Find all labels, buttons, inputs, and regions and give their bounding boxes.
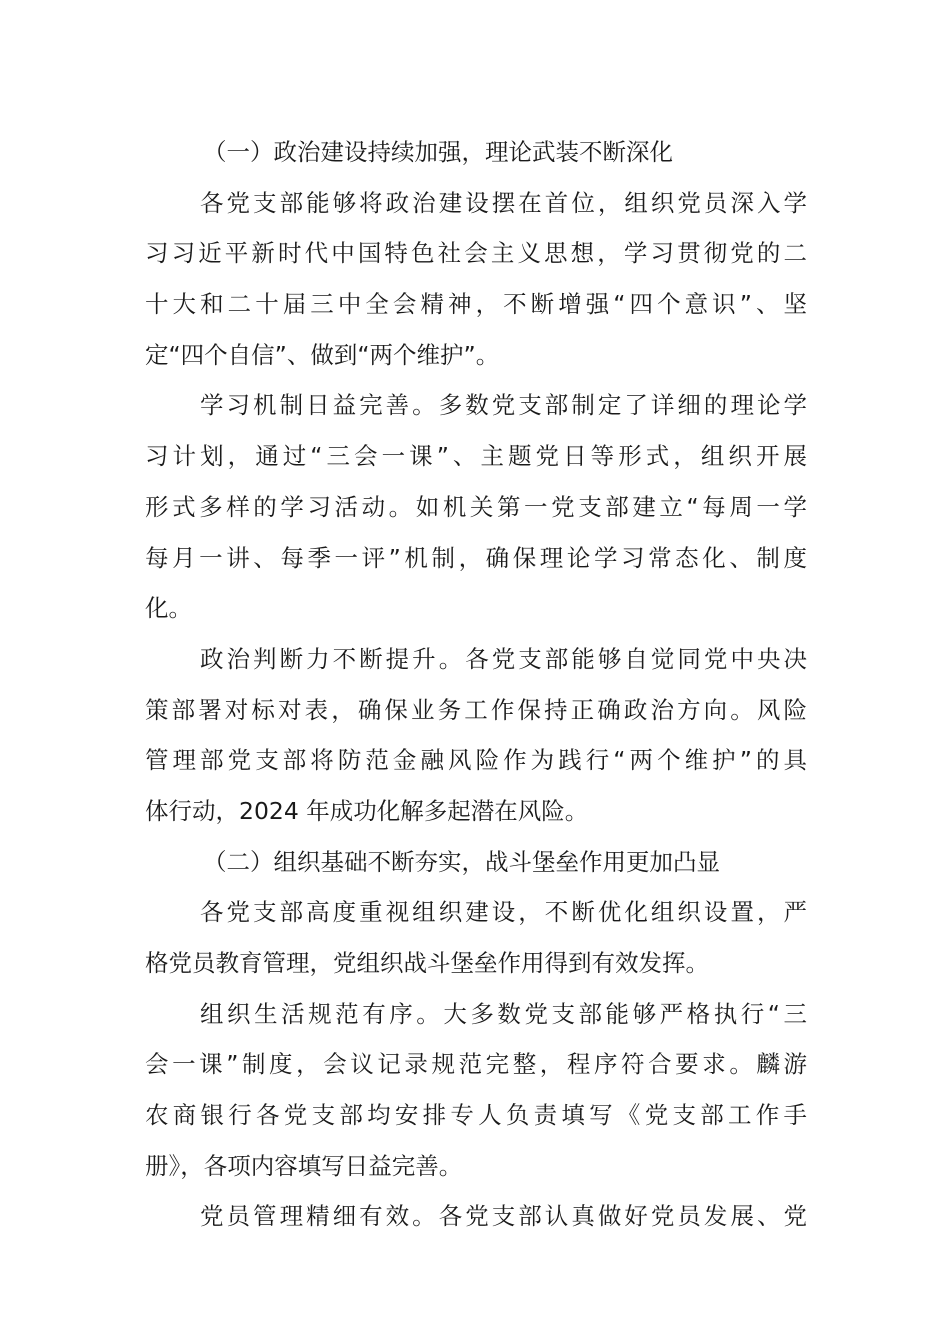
paragraph-5-line-3: 农商银行各党支部均安排专人负责填写《党支部工作手 — [145, 1101, 807, 1130]
paragraph-5-line-4: 册》，各项内容填写日益完善。 — [145, 1151, 463, 1180]
paragraph-3-line-4: 体行动，2024 年成功化解多起潜在风险。 — [145, 796, 589, 825]
paragraph-5-line-1: 组织生活规范有序。大多数党支部能够严格执行“三 — [200, 999, 807, 1028]
paragraph-4-line-2: 格党员教育管理，党组织战斗堡垒作用得到有效发挥。 — [145, 949, 709, 977]
paragraph-3-line-3: 管理部党支部将防范金融风险作为践行“两个维护”的具 — [145, 746, 807, 775]
paragraph-1-line-1: 各党支部能够将政治建设摆在首位，组织党员深入学 — [200, 188, 807, 217]
paragraph-2-line-4: 每月一讲、每季一评”机制，确保理论学习常态化、制度 — [145, 543, 807, 572]
document-body — [145, 127, 807, 1242]
paragraph-2-line-2: 习计划，通过“三会一课”、主题党日等形式，组织开展 — [145, 442, 807, 471]
paragraph-4-line-1: 各党支部高度重视组织建设，不断优化组织设置，严 — [200, 898, 807, 927]
section-heading-1: （一）政治建设持续加强，理论武装不断深化 — [203, 138, 673, 166]
paragraph-1-line-2: 习习近平新时代中国特色社会主义思想，学习贯彻党的二 — [145, 239, 807, 268]
paragraph-6-line-1: 党员管理精细有效。各党支部认真做好党员发展、党 — [200, 1202, 807, 1231]
paragraph-1-line-4: 定“四个自信”、做到“两个维护”。 — [145, 340, 500, 369]
paragraph-2-line-1: 学习机制日益完善。多数党支部制定了详细的理论学 — [200, 391, 807, 420]
paragraph-3-line-1: 政治判断力不断提升。各党支部能够自觉同党中央决 — [200, 644, 807, 673]
paragraph-2-line-3: 形式多样的学习活动。如机关第一党支部建立“每周一学 — [145, 492, 807, 521]
paragraph-2-line-5: 化。 — [145, 594, 192, 623]
section-heading-2: （二）组织基础不断夯实，战斗堡垒作用更加凸显 — [203, 847, 720, 876]
paragraph-3-line-2: 策部署对标对表，确保业务工作保持正确政治方向。风险 — [145, 695, 807, 724]
paragraph-5-line-2: 会一课”制度，会议记录规范完整，程序符合要求。麟游 — [145, 1050, 807, 1079]
paragraph-1-line-3: 十大和二十届三中全会精神，不断增强“四个意识”、坚 — [145, 290, 807, 319]
